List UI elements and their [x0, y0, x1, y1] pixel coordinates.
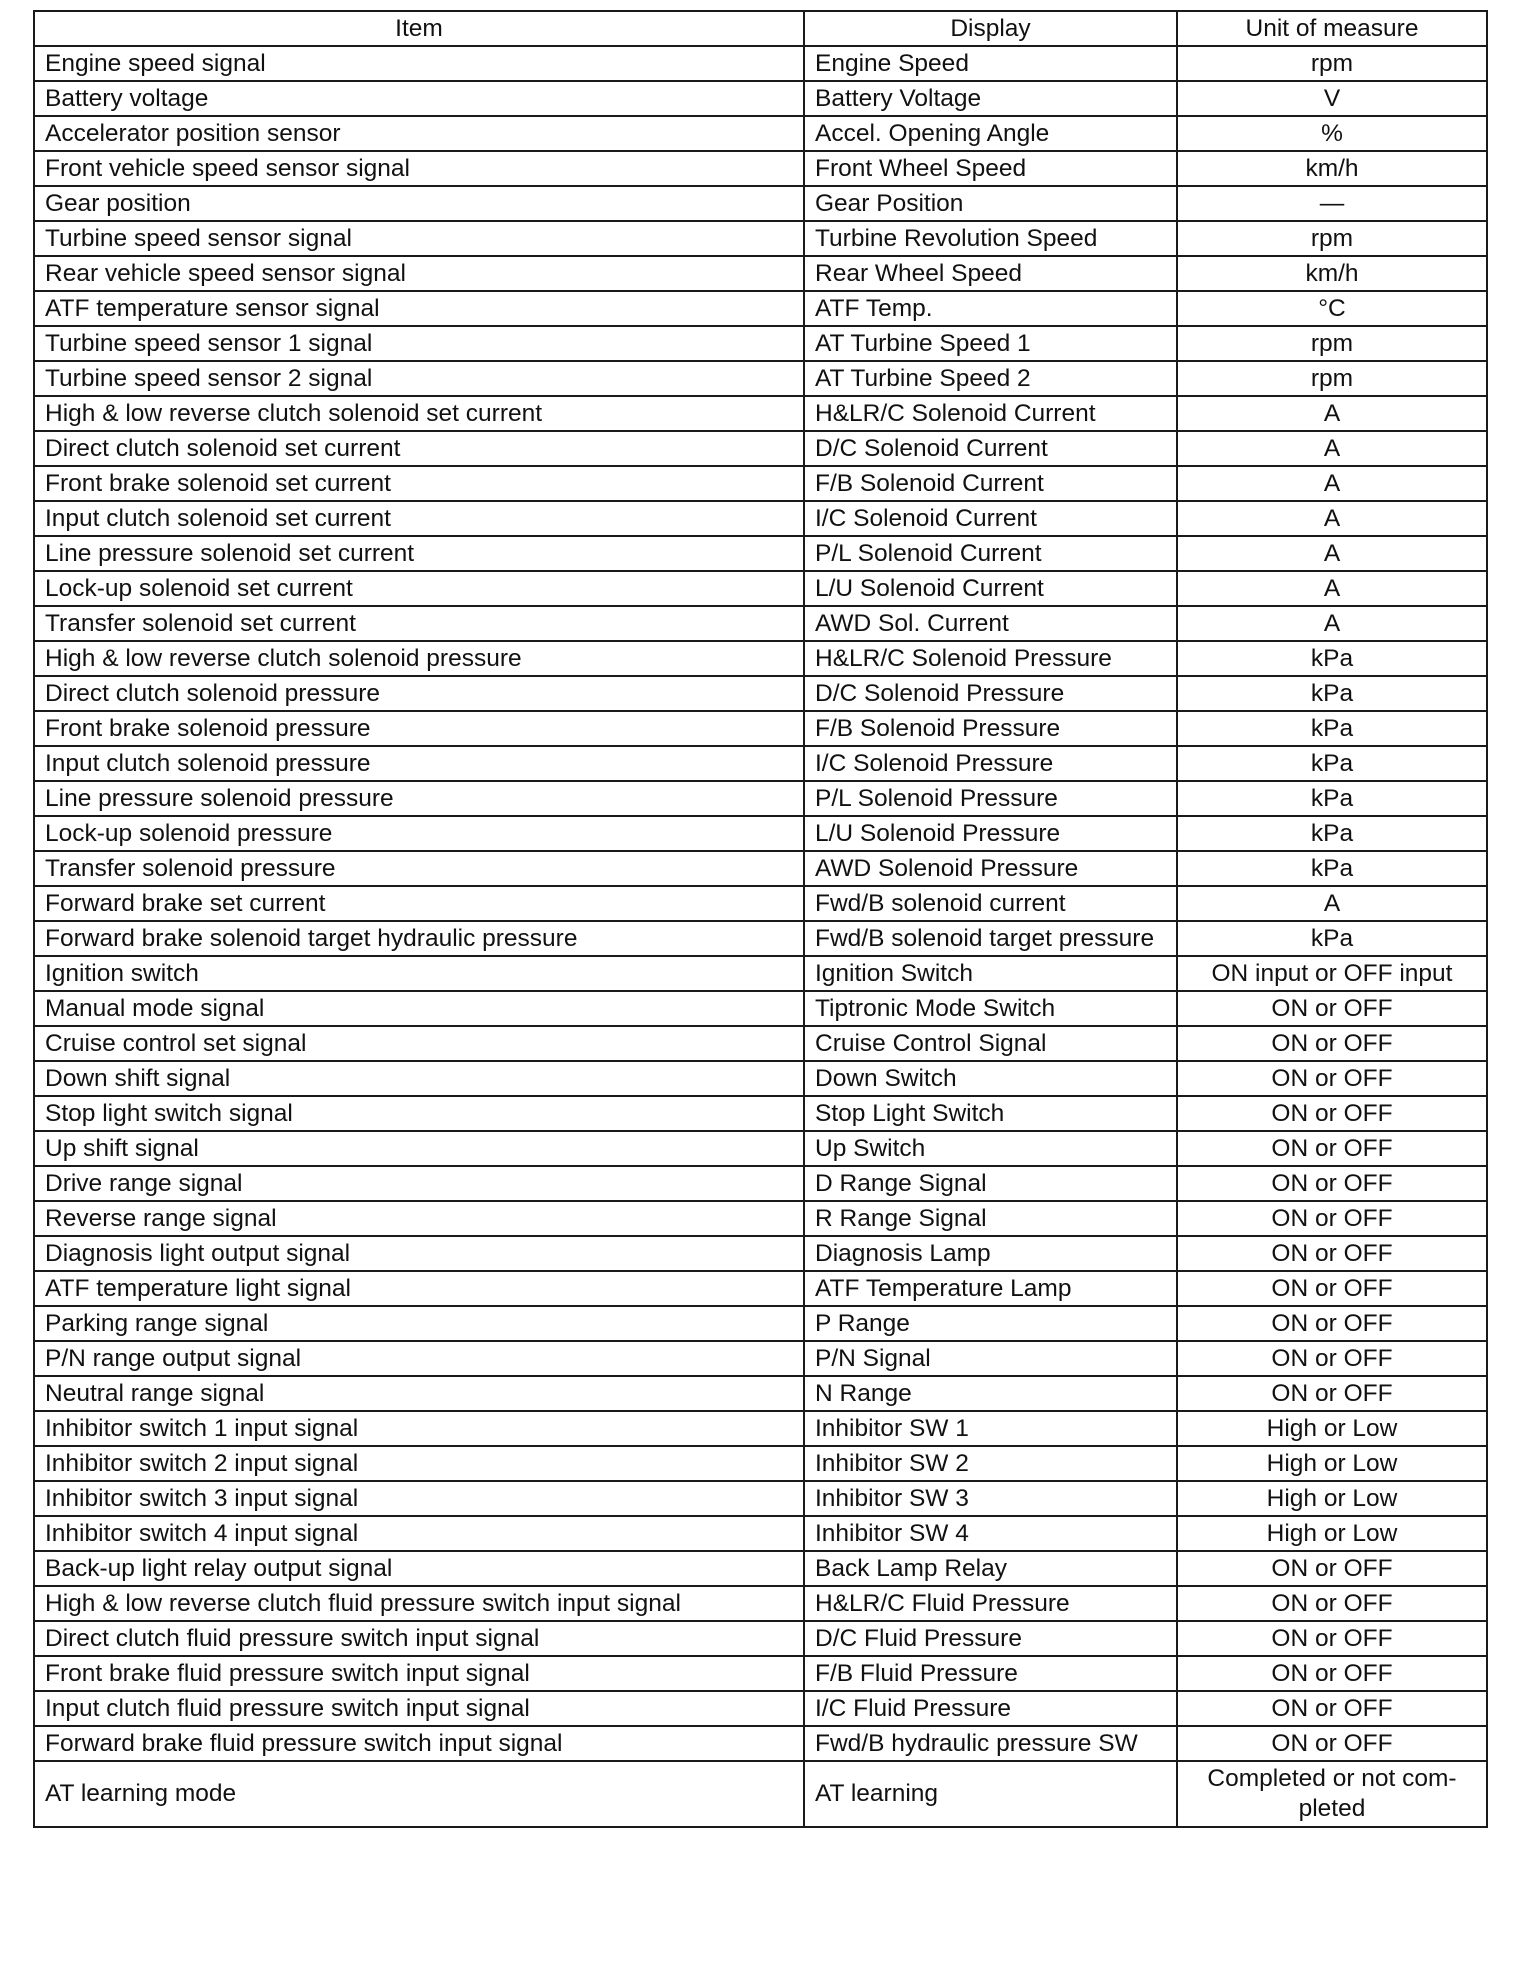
- item-cell: Forward brake set current: [34, 886, 804, 921]
- display-cell: Rear Wheel Speed: [804, 256, 1177, 291]
- table-row: [34, 781, 1487, 816]
- unit-cell: A: [1177, 886, 1487, 921]
- table-row: [34, 1306, 1487, 1341]
- item-cell: Drive range signal: [34, 1166, 804, 1201]
- table-row: [34, 1166, 1487, 1201]
- table-row: [34, 361, 1487, 396]
- table-row: [34, 1656, 1487, 1691]
- table-row: [34, 221, 1487, 256]
- item-cell: Turbine speed sensor 1 signal: [34, 326, 804, 361]
- display-cell: L/U Solenoid Pressure: [804, 816, 1177, 851]
- item-cell: Inhibitor switch 2 input signal: [34, 1446, 804, 1481]
- item-cell: Turbine speed sensor signal: [34, 221, 804, 256]
- item-cell: AT learning mode: [34, 1761, 804, 1827]
- table-row: [34, 991, 1487, 1026]
- item-cell: Front brake solenoid set current: [34, 466, 804, 501]
- table-row: [34, 641, 1487, 676]
- display-cell: H&LR/C Solenoid Current: [804, 396, 1177, 431]
- unit-cell: High or Low: [1177, 1411, 1487, 1446]
- display-cell: Diagnosis Lamp: [804, 1236, 1177, 1271]
- unit-cell: —: [1177, 186, 1487, 221]
- display-cell: F/B Fluid Pressure: [804, 1656, 1177, 1691]
- display-cell: F/B Solenoid Pressure: [804, 711, 1177, 746]
- item-cell: Inhibitor switch 3 input signal: [34, 1481, 804, 1516]
- table-row: [34, 431, 1487, 466]
- unit-cell: ON or OFF: [1177, 1061, 1487, 1096]
- display-cell: D/C Solenoid Pressure: [804, 676, 1177, 711]
- item-cell: P/N range output signal: [34, 1341, 804, 1376]
- display-cell: Turbine Revolution Speed: [804, 221, 1177, 256]
- item-cell: Cruise control set signal: [34, 1026, 804, 1061]
- unit-cell: High or Low: [1177, 1481, 1487, 1516]
- item-cell: Ignition switch: [34, 956, 804, 991]
- unit-cell: rpm: [1177, 361, 1487, 396]
- item-cell: Input clutch solenoid pressure: [34, 746, 804, 781]
- display-cell: Fwd/B hydraulic pressure SW: [804, 1726, 1177, 1761]
- table-row: [34, 1131, 1487, 1166]
- unit-cell: ON or OFF: [1177, 1621, 1487, 1656]
- unit-cell: %: [1177, 116, 1487, 151]
- header-item: Item: [34, 11, 804, 46]
- table-row: [34, 396, 1487, 431]
- table-row: [34, 711, 1487, 746]
- table-row: [34, 851, 1487, 886]
- unit-cell: kPa: [1177, 851, 1487, 886]
- unit-cell: ON or OFF: [1177, 1341, 1487, 1376]
- unit-cell: kPa: [1177, 746, 1487, 781]
- unit-cell: A: [1177, 606, 1487, 641]
- table-row: [34, 746, 1487, 781]
- unit-cell: ON or OFF: [1177, 1201, 1487, 1236]
- unit-cell: ON or OFF: [1177, 1271, 1487, 1306]
- display-cell: D/C Fluid Pressure: [804, 1621, 1177, 1656]
- unit-cell: High or Low: [1177, 1446, 1487, 1481]
- display-cell: AT Turbine Speed 1: [804, 326, 1177, 361]
- table-row: [34, 606, 1487, 641]
- unit-cell: ON or OFF: [1177, 1726, 1487, 1761]
- item-cell: Input clutch fluid pressure switch input signal: [34, 1691, 804, 1726]
- item-cell: Reverse range signal: [34, 1201, 804, 1236]
- unit-cell: A: [1177, 466, 1487, 501]
- item-cell: Manual mode signal: [34, 991, 804, 1026]
- item-cell: Turbine speed sensor 2 signal: [34, 361, 804, 396]
- item-cell: Line pressure solenoid set current: [34, 536, 804, 571]
- unit-cell: rpm: [1177, 46, 1487, 81]
- table-row: [34, 116, 1487, 151]
- display-cell: Inhibitor SW 4: [804, 1516, 1177, 1551]
- display-cell: Fwd/B solenoid target pressure: [804, 921, 1177, 956]
- item-cell: Rear vehicle speed sensor signal: [34, 256, 804, 291]
- table-header-row: [34, 11, 1487, 46]
- table-row: [34, 536, 1487, 571]
- display-cell: Engine Speed: [804, 46, 1177, 81]
- table-row: [34, 1271, 1487, 1306]
- table-row: [34, 956, 1487, 991]
- item-cell: Direct clutch solenoid pressure: [34, 676, 804, 711]
- display-cell: Gear Position: [804, 186, 1177, 221]
- unit-cell: V: [1177, 81, 1487, 116]
- display-cell: Battery Voltage: [804, 81, 1177, 116]
- item-cell: Back-up light relay output signal: [34, 1551, 804, 1586]
- table-row: [34, 1201, 1487, 1236]
- item-cell: Lock-up solenoid pressure: [34, 816, 804, 851]
- item-cell: Diagnosis light output signal: [34, 1236, 804, 1271]
- unit-cell: ON or OFF: [1177, 1131, 1487, 1166]
- item-cell: Accelerator position sensor: [34, 116, 804, 151]
- table-row: [34, 46, 1487, 81]
- item-cell: Battery voltage: [34, 81, 804, 116]
- display-cell: Up Switch: [804, 1131, 1177, 1166]
- item-cell: Input clutch solenoid set current: [34, 501, 804, 536]
- table-row: [34, 1726, 1487, 1761]
- unit-cell: ON or OFF: [1177, 1306, 1487, 1341]
- display-cell: Inhibitor SW 3: [804, 1481, 1177, 1516]
- item-cell: Up shift signal: [34, 1131, 804, 1166]
- display-cell: D Range Signal: [804, 1166, 1177, 1201]
- display-cell: F/B Solenoid Current: [804, 466, 1177, 501]
- table-row: [34, 676, 1487, 711]
- display-cell: Back Lamp Relay: [804, 1551, 1177, 1586]
- table-row: [34, 256, 1487, 291]
- table-row: [34, 1411, 1487, 1446]
- item-cell: Stop light switch signal: [34, 1096, 804, 1131]
- item-cell: Direct clutch fluid pressure switch input signal: [34, 1621, 804, 1656]
- item-cell: Down shift signal: [34, 1061, 804, 1096]
- item-cell: Neutral range signal: [34, 1376, 804, 1411]
- unit-cell: km/h: [1177, 256, 1487, 291]
- item-cell: Gear position: [34, 186, 804, 221]
- unit-cell: A: [1177, 431, 1487, 466]
- display-cell: D/C Solenoid Current: [804, 431, 1177, 466]
- table-row: [34, 1481, 1487, 1516]
- table-row: [34, 151, 1487, 186]
- table-row: [34, 1446, 1487, 1481]
- item-cell: Inhibitor switch 1 input signal: [34, 1411, 804, 1446]
- unit-cell: kPa: [1177, 711, 1487, 746]
- unit-cell: rpm: [1177, 326, 1487, 361]
- unit-cell: ON or OFF: [1177, 1691, 1487, 1726]
- item-cell: Line pressure solenoid pressure: [34, 781, 804, 816]
- display-cell: AWD Sol. Current: [804, 606, 1177, 641]
- table-row: [34, 1236, 1487, 1271]
- unit-cell: ON or OFF: [1177, 1026, 1487, 1061]
- unit-cell: kPa: [1177, 641, 1487, 676]
- display-cell: Cruise Control Signal: [804, 1026, 1177, 1061]
- header-display: Display: [804, 11, 1177, 46]
- display-cell: R Range Signal: [804, 1201, 1177, 1236]
- display-cell: Stop Light Switch: [804, 1096, 1177, 1131]
- unit-cell: ON or OFF: [1177, 1236, 1487, 1271]
- table-row: [34, 1551, 1487, 1586]
- unit-cell: Completed or not com-pleted: [1177, 1761, 1487, 1827]
- table-row: [34, 501, 1487, 536]
- table-row: [34, 186, 1487, 221]
- display-cell: AT learning: [804, 1761, 1177, 1827]
- display-cell: Fwd/B solenoid current: [804, 886, 1177, 921]
- display-cell: ATF Temperature Lamp: [804, 1271, 1177, 1306]
- unit-cell: ON or OFF: [1177, 1096, 1487, 1131]
- item-cell: ATF temperature sensor signal: [34, 291, 804, 326]
- display-cell: P/L Solenoid Pressure: [804, 781, 1177, 816]
- display-cell: Ignition Switch: [804, 956, 1177, 991]
- table-row: [34, 816, 1487, 851]
- unit-cell: A: [1177, 571, 1487, 606]
- item-cell: Parking range signal: [34, 1306, 804, 1341]
- unit-cell: ON or OFF: [1177, 991, 1487, 1026]
- display-cell: I/C Solenoid Current: [804, 501, 1177, 536]
- item-cell: High & low reverse clutch solenoid set current: [34, 396, 804, 431]
- item-cell: Front vehicle speed sensor signal: [34, 151, 804, 186]
- item-cell: ATF temperature light signal: [34, 1271, 804, 1306]
- unit-cell: rpm: [1177, 221, 1487, 256]
- table-row: [34, 1376, 1487, 1411]
- unit-cell: ON or OFF: [1177, 1656, 1487, 1691]
- table-row: [34, 1761, 1487, 1827]
- item-cell: Transfer solenoid set current: [34, 606, 804, 641]
- unit-cell: °C: [1177, 291, 1487, 326]
- table-row: [34, 81, 1487, 116]
- table-row: [34, 1061, 1487, 1096]
- unit-cell: ON input or OFF input: [1177, 956, 1487, 991]
- table-row: [34, 571, 1487, 606]
- unit-cell: ON or OFF: [1177, 1551, 1487, 1586]
- unit-cell: A: [1177, 536, 1487, 571]
- table-row: [34, 1586, 1487, 1621]
- table-row: [34, 1516, 1487, 1551]
- display-cell: Front Wheel Speed: [804, 151, 1177, 186]
- display-cell: H&LR/C Solenoid Pressure: [804, 641, 1177, 676]
- table-row: [34, 1621, 1487, 1656]
- item-cell: Front brake fluid pressure switch input signal: [34, 1656, 804, 1691]
- unit-cell: km/h: [1177, 151, 1487, 186]
- unit-cell: kPa: [1177, 781, 1487, 816]
- display-cell: ATF Temp.: [804, 291, 1177, 326]
- display-cell: H&LR/C Fluid Pressure: [804, 1586, 1177, 1621]
- table-row: [34, 326, 1487, 361]
- item-cell: Lock-up solenoid set current: [34, 571, 804, 606]
- display-cell: AT Turbine Speed 2: [804, 361, 1177, 396]
- monitor-items-table: [33, 10, 1488, 1828]
- table-body: [34, 46, 1487, 1827]
- unit-cell: ON or OFF: [1177, 1376, 1487, 1411]
- item-cell: Engine speed signal: [34, 46, 804, 81]
- table-row: [34, 886, 1487, 921]
- unit-cell: A: [1177, 396, 1487, 431]
- item-cell: Transfer solenoid pressure: [34, 851, 804, 886]
- unit-cell: kPa: [1177, 816, 1487, 851]
- display-cell: I/C Solenoid Pressure: [804, 746, 1177, 781]
- table-row: [34, 291, 1487, 326]
- display-cell: Inhibitor SW 2: [804, 1446, 1177, 1481]
- display-cell: P/L Solenoid Current: [804, 536, 1177, 571]
- table-row: [34, 1691, 1487, 1726]
- table-row: [34, 921, 1487, 956]
- display-cell: I/C Fluid Pressure: [804, 1691, 1177, 1726]
- display-cell: L/U Solenoid Current: [804, 571, 1177, 606]
- item-cell: High & low reverse clutch solenoid pressure: [34, 641, 804, 676]
- header-unit: Unit of measure: [1177, 11, 1487, 46]
- display-cell: Inhibitor SW 1: [804, 1411, 1177, 1446]
- unit-cell: kPa: [1177, 921, 1487, 956]
- item-cell: Inhibitor switch 4 input signal: [34, 1516, 804, 1551]
- table-row: [34, 466, 1487, 501]
- unit-cell: ON or OFF: [1177, 1586, 1487, 1621]
- unit-cell: A: [1177, 501, 1487, 536]
- display-cell: P Range: [804, 1306, 1177, 1341]
- unit-cell: ON or OFF: [1177, 1166, 1487, 1201]
- unit-cell: kPa: [1177, 676, 1487, 711]
- item-cell: Forward brake fluid pressure switch input signal: [34, 1726, 804, 1761]
- display-cell: Accel. Opening Angle: [804, 116, 1177, 151]
- display-cell: N Range: [804, 1376, 1177, 1411]
- table-row: [34, 1026, 1487, 1061]
- display-cell: AWD Solenoid Pressure: [804, 851, 1177, 886]
- item-cell: Front brake solenoid pressure: [34, 711, 804, 746]
- item-cell: High & low reverse clutch fluid pressure switch input signal: [34, 1586, 804, 1621]
- item-cell: Direct clutch solenoid set current: [34, 431, 804, 466]
- unit-cell: High or Low: [1177, 1516, 1487, 1551]
- display-cell: Tiptronic Mode Switch: [804, 991, 1177, 1026]
- display-cell: P/N Signal: [804, 1341, 1177, 1376]
- table-row: [34, 1096, 1487, 1131]
- item-cell: Forward brake solenoid target hydraulic pressure: [34, 921, 804, 956]
- display-cell: Down Switch: [804, 1061, 1177, 1096]
- table-row: [34, 1341, 1487, 1376]
